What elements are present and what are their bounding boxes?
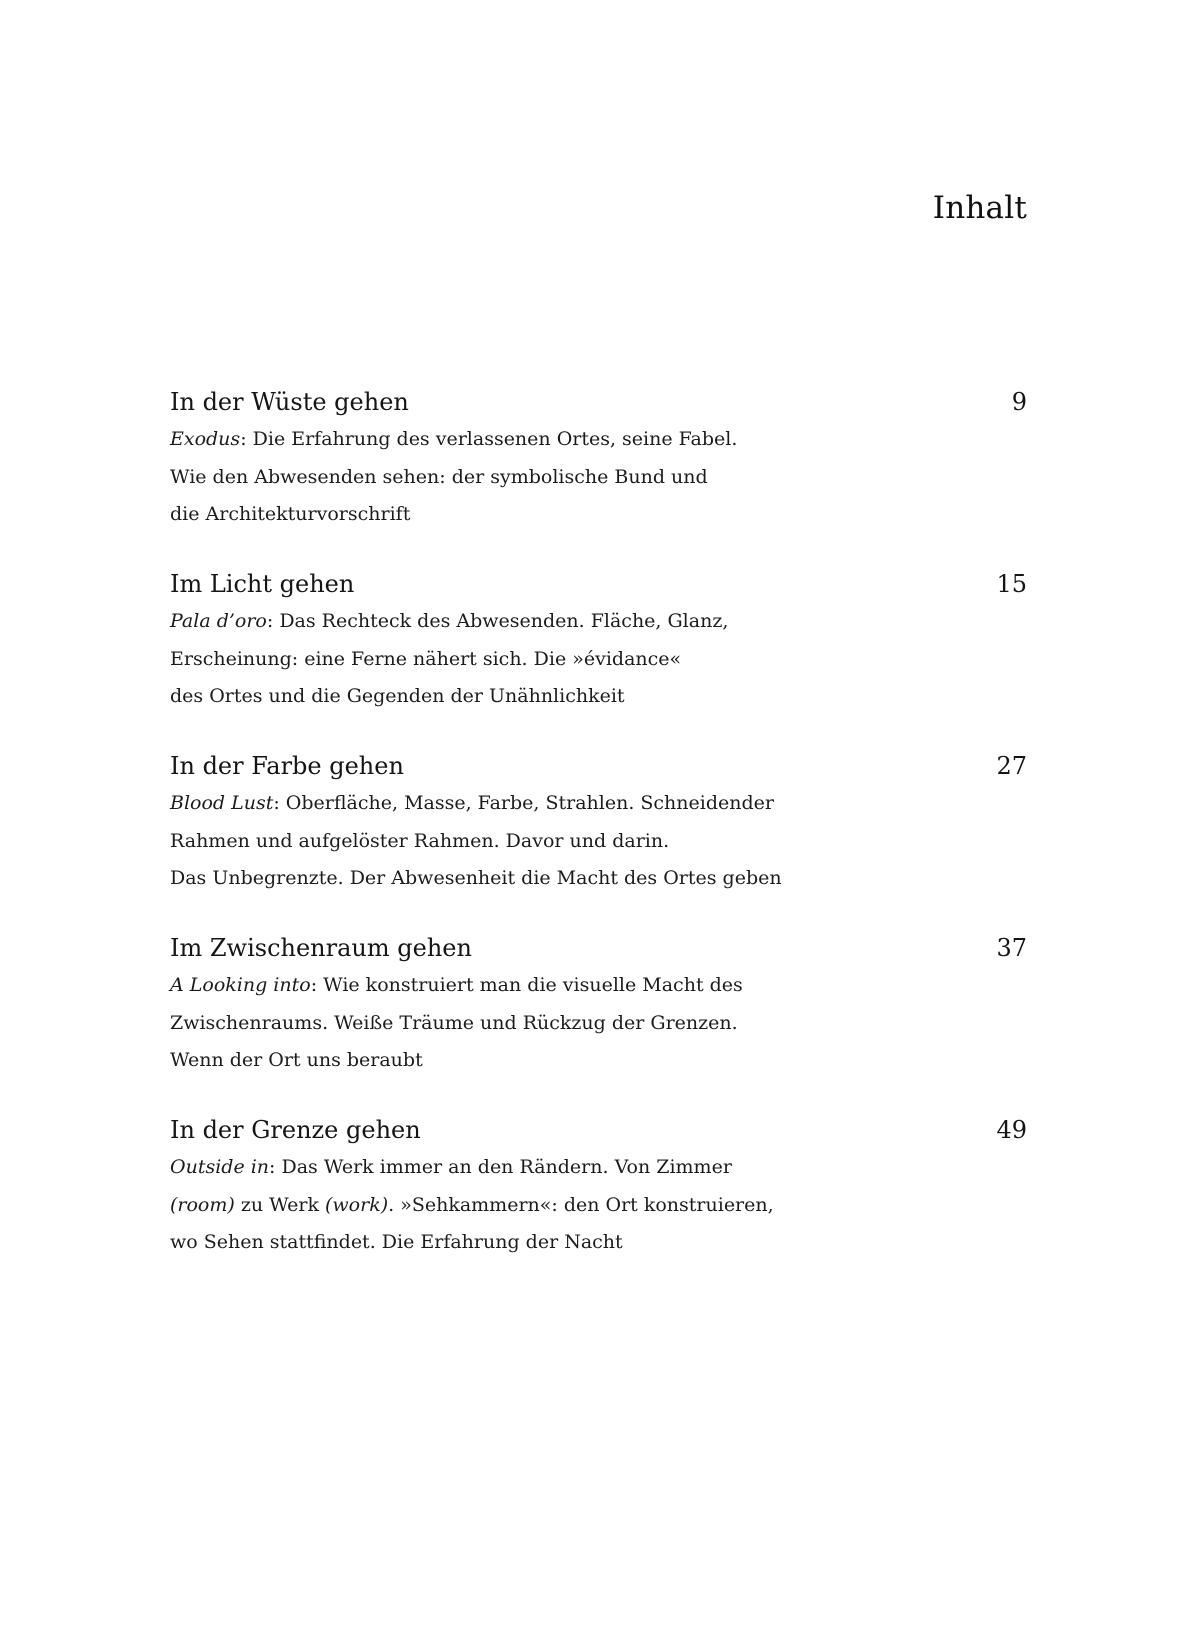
- toc-entry-header: [170, 930, 1027, 966]
- description-line: [170, 678, 1027, 716]
- description-line: [170, 823, 1027, 861]
- italic-work-title: Exodus: [170, 428, 241, 450]
- toc-entry-page-number: 15: [996, 570, 1027, 598]
- description-text: zu Werk: [234, 1193, 325, 1216]
- toc-entry: [170, 566, 1027, 716]
- description-text: : Das Werk immer an den Rändern. Von Zimmer: [269, 1156, 732, 1178]
- description-text: des Ortes und die Gegenden der Unähnlichkeit: [170, 685, 625, 707]
- description-line: [170, 496, 1027, 534]
- toc-entry: [170, 384, 1027, 534]
- description-text: Wenn der Ort uns beraubt: [170, 1049, 423, 1071]
- italic-work-title: Blood Lust: [170, 792, 274, 814]
- toc-entry-title: Im Zwischenraum gehen: [170, 934, 472, 962]
- toc-entry-title: In der Farbe gehen: [170, 752, 404, 780]
- toc-entry-header: [170, 384, 1027, 420]
- description-text: Erscheinung: eine Ferne nähert sich. Die »évidance«: [170, 647, 682, 670]
- italic-work-title: A Looking into: [170, 974, 311, 996]
- description-text: . »Sehkammern«: den Ort konstruieren,: [388, 1193, 774, 1216]
- toc-entry-description: [170, 421, 1027, 534]
- description-text: Rahmen und aufgelöster Rahmen. Davor und darin.: [170, 829, 670, 852]
- toc-entry-title: In der Wüste gehen: [170, 388, 409, 416]
- description-line: [170, 459, 1027, 497]
- toc-entry-title: In der Grenze gehen: [170, 1116, 421, 1144]
- italic-term: (work): [325, 1193, 389, 1216]
- toc-entry-page-number: 37: [996, 934, 1027, 962]
- description-text: Das Unbegrenzte. Der Abwesenheit die Macht des Ortes geben: [170, 867, 782, 889]
- description-line: [170, 1005, 1027, 1043]
- description-text: : Das Rechteck des Abwesenden. Fläche, Glanz,: [266, 610, 729, 632]
- description-line: [170, 641, 1027, 679]
- description-line: [170, 967, 1027, 1005]
- toc-entry: [170, 748, 1027, 898]
- description-line: [170, 1042, 1027, 1080]
- description-text: wo Sehen stattfindet. Die Erfahrung der Nacht: [170, 1231, 623, 1253]
- toc-entry-description: [170, 967, 1027, 1080]
- toc-entry: [170, 1112, 1027, 1262]
- italic-term: (room): [170, 1193, 235, 1216]
- description-line: [170, 603, 1027, 641]
- description-text: die Architekturvorschrift: [170, 503, 411, 525]
- toc-entry-title: Im Licht gehen: [170, 570, 355, 598]
- description-line: [170, 421, 1027, 459]
- description-line: [170, 860, 1027, 898]
- description-text: : Oberfläche, Masse, Farbe, Strahlen. Schneidender: [273, 792, 774, 814]
- description-text: : Die Erfahrung des verlassenen Ortes, seine Fabel.: [240, 428, 738, 450]
- description-line: [170, 1187, 1027, 1225]
- description-line: [170, 1149, 1027, 1187]
- toc-entry: [170, 930, 1027, 1080]
- description-text: Zwischenraums. Weiße Träume und Rückzug der Grenzen.: [170, 1011, 738, 1034]
- toc-entry-page-number: 9: [1011, 388, 1027, 416]
- toc-entry-header: [170, 748, 1027, 784]
- toc-entry-page-number: 49: [996, 1116, 1027, 1144]
- toc-entry-description: [170, 785, 1027, 898]
- toc-entry-description: [170, 603, 1027, 716]
- description-line: [170, 785, 1027, 823]
- toc-entry-description: [170, 1149, 1027, 1262]
- toc-entry-header: [170, 566, 1027, 602]
- description-line: [170, 1224, 1027, 1262]
- description-text: : Wie konstruiert man die visuelle Macht des: [310, 974, 743, 996]
- page-title: Inhalt: [932, 190, 1027, 226]
- description-text: Wie den Abwesenden sehen: der symbolische Bund und: [170, 465, 708, 488]
- italic-work-title: Pala d’oro: [170, 610, 267, 632]
- italic-work-title: Outside in: [170, 1156, 270, 1178]
- toc-entry-header: [170, 1112, 1027, 1148]
- toc-entry-page-number: 27: [996, 752, 1027, 780]
